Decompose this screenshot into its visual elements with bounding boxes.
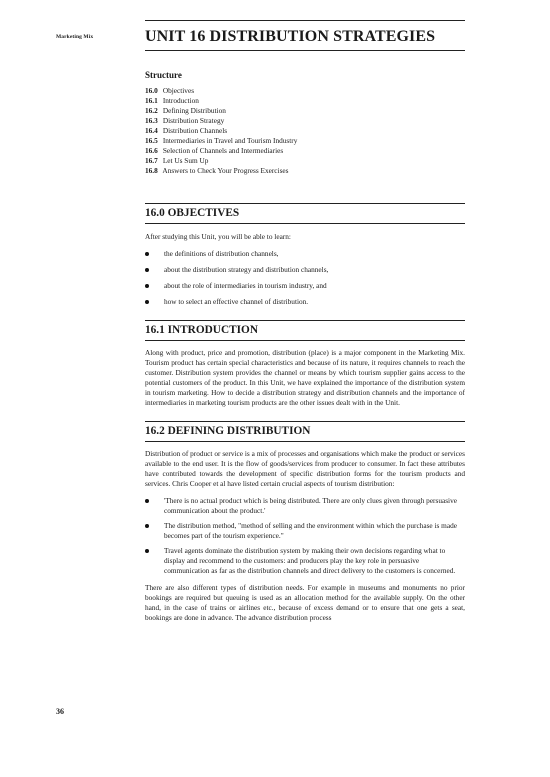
- structure-item: 16.0 Objectives: [145, 86, 195, 95]
- bullet-icon: [145, 284, 149, 288]
- section-heading: 16.2 DEFINING DISTRIBUTION: [145, 422, 465, 442]
- title-bottom-rule: [145, 50, 465, 51]
- section-objectives: [145, 203, 465, 307]
- bullet-icon: [145, 268, 149, 272]
- unit-title: UNIT 16 DISTRIBUTION STRATEGIES: [145, 28, 436, 45]
- structure-item: 16.8 Answers to Check Your Progress Exercises: [145, 166, 289, 175]
- structure-item: 16.5 Intermediaries in Travel and Tourism Industry: [145, 136, 298, 145]
- structure-item: 16.4 Distribution Channels: [145, 126, 228, 135]
- structure-list: [145, 86, 465, 176]
- list-item: Travel agents dominate the distribution system by making their own decisions regarding what to display and recommend to the customers: and producers play the key role in persuasive communication as far as the distribution channels and direct delivery to the customers is concerned.: [145, 546, 465, 576]
- list-item: the definitions of distribution channels,: [145, 249, 465, 259]
- list-item: how to select an effective channel of distribution.: [145, 297, 465, 307]
- running-head: Marketing Mix: [56, 34, 94, 40]
- structure-item: 16.7 Let Us Sum Up: [145, 156, 209, 165]
- list-item: about the distribution strategy and distribution channels,: [145, 265, 465, 275]
- bullet-icon: [145, 499, 149, 503]
- introduction-paragraph: Along with product, price and promotion, distribution (place) is a major component in the Marketing Mix. Tourism product has certain special characteristics and because of its nature, it requires channels to reach the customer. Distribution system provides the channel or means by which tourism supplier gains access to the potential customers of the product. In this Unit, we have explained the importance of the distribution system in tourism marketing. How to decide a distribution strategy and distribution channels and the importance of intermediaries in marketing tourism products are the other issues dealt with in the Unit.: [145, 348, 465, 407]
- title-top-rule: [145, 20, 465, 21]
- section-heading: 16.0 OBJECTIVES: [145, 204, 465, 224]
- list-item: about the role of intermediaries in tourism industry, and: [145, 281, 465, 291]
- structure-item: 16.2 Defining Distribution: [145, 106, 226, 115]
- page-content: [145, 20, 465, 623]
- bullet-icon: [145, 252, 149, 256]
- defining-paragraph: Distribution of product or service is a mix of processes and organisations which make the product or services available to the end user. It is the flow of goods/services from producer to consumer. In fact these attributes have contributed towards the development of specific distribution forms for the tourism products and services. Chris Cooper et al have listed certain crucial aspects of tourism distribution:: [145, 449, 465, 488]
- section-defining-distribution: [145, 421, 465, 623]
- defining-list: [145, 496, 465, 576]
- section-introduction: [145, 320, 465, 408]
- list-item: 'There is no actual product which is being distributed. There are only clues given through persuasive communication about the product.': [145, 496, 465, 516]
- bullet-icon: [145, 524, 149, 528]
- structure-item: 16.1 Introduction: [145, 96, 199, 105]
- structure-item: 16.6 Selection of Channels and Intermediaries: [145, 146, 284, 155]
- list-item: The distribution method, "method of selling and the environment within which the purchase is made becomes part of the tourism experience.": [145, 521, 465, 541]
- objectives-intro: After studying this Unit, you will be able to learn:: [145, 232, 291, 241]
- objectives-list: [145, 249, 465, 307]
- structure-title: Structure: [145, 70, 182, 80]
- closing-paragraph: There are also different types of distribution needs. For example in museums and monuments no prior bookings are required but queuing is used as an allocation method for the available supply. On the other hand, in the case of trains or airlines etc., because of excess demand or to ensure that one gets a seat, bookings are done in advance. The advance distribution process: [145, 583, 465, 622]
- section-heading: 16.1 INTRODUCTION: [145, 321, 465, 341]
- page-number: 36: [56, 707, 64, 716]
- bullet-icon: [145, 300, 149, 304]
- bullet-icon: [145, 549, 149, 553]
- structure-item: 16.3 Distribution Strategy: [145, 116, 225, 125]
